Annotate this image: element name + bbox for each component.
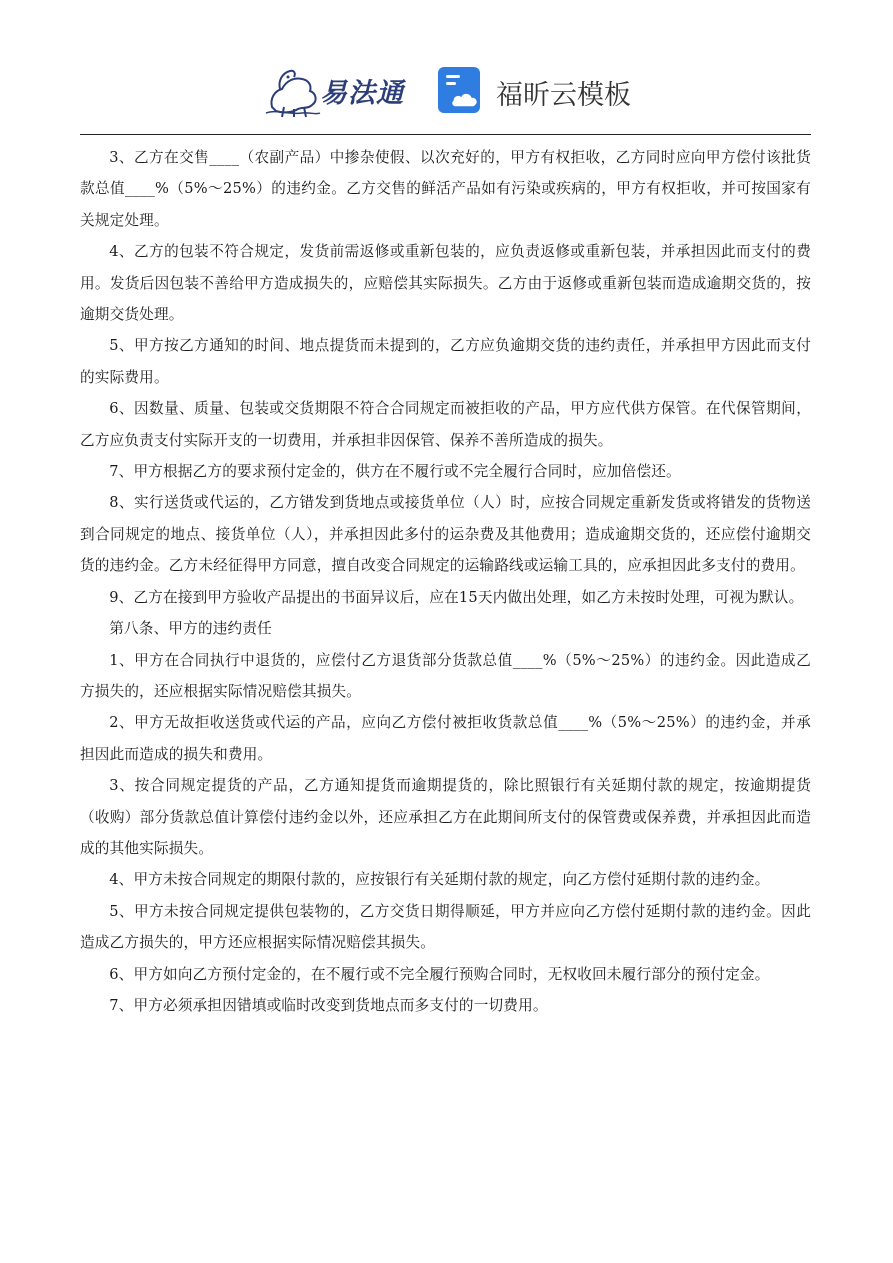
paragraph-buyer-clause-6: 6、甲方如向乙方预付定金的，在不履行或不完全履行预购合同时，无权收回未履行部分的预付定金。 xyxy=(109,965,770,983)
paragraph-buyer-clause-7: 7、甲方必须承担因错填或临时改变到货地点而多支付的一切费用。 xyxy=(109,996,548,1014)
header-divider xyxy=(80,134,811,135)
logo-left-text: 易法通 xyxy=(320,78,404,109)
paragraph-clause-7: 7、甲方根据乙方的要求预付定金的，供方在不履行或不完全履行合同时，应加倍偿还。 xyxy=(109,463,681,481)
cloud-document-icon xyxy=(436,65,486,115)
paragraph-clause-8: 8、实行送货或代运的，乙方错发到货地点或接货单位（人）时，应按合同规定重新发货或将错发的货物送到合同规定的地点、接货单位（人），并承担因此多付的运杂费及其他费用；造成逾期交货的，还应偿付逾期交货的违约金。乙方未经征得甲方同意，擅自改变合同规定的运输路线或运输工具的，应承担因此多支付的费用。 xyxy=(80,494,811,575)
fuxin-template-logo xyxy=(436,63,646,119)
page-header xyxy=(0,55,893,125)
yifatong-logo xyxy=(262,63,422,119)
paragraph-buyer-clause-1: 1、甲方在合同执行中退货的，应偿付乙方退货部分货款总值____%（5%～25%）的违约金。因此造成乙方损失的，还应根据实际情况赔偿其损失。 xyxy=(80,651,811,700)
paragraph-clause-5: 5、甲方按乙方通知的时间、地点提货而未提到的，乙方应负逾期交货的违约责任，并承担甲方因此而支付的实际费用。 xyxy=(80,337,811,386)
paragraph-clause-3: 3、乙方在交售____（农副产品）中掺杂使假、以次充好的，甲方有权拒收，乙方同时应向甲方偿付该批货款总值____%（5%～25%）的违约金。乙方交售的鲜活产品如有污染或疾病的，甲方有权拒收，并可按国家有关规定处理。 xyxy=(80,149,811,229)
paragraph-clause-9: 9、乙方在接到甲方验收产品提出的书面异议后，应在15天内做出处理，如乙方未按时处理，可视为默认。 xyxy=(109,588,804,606)
document-body xyxy=(80,142,811,1021)
paragraph-clause-6: 6、因数量、质量、包装或交货期限不符合合同规定而被拒收的产品，甲方应代供方保管。在代保管期间，乙方应负责支付实际开支的一切费用，并承担非因保管、保养不善所造成的损失。 xyxy=(80,400,811,449)
section-heading-article-8: 第八条、甲方的违约责任 xyxy=(109,620,272,638)
paragraph-clause-4: 4、乙方的包装不符合规定，发货前需返修或重新包装的，应负责返修或重新包装，并承担因此而支付的费用。发货后因包装不善给甲方造成损失的，应赔偿其实际损失。乙方由于返修或重新包装而造成逾期交货的，按逾期交货处理。 xyxy=(80,243,811,324)
paragraph-buyer-clause-5: 5、甲方未按合同规定提供包装物的，乙方交货日期得顺延，甲方并应向乙方偿付延期付款的违约金。因此造成乙方损失的，甲方还应根据实际情况赔偿其损失。 xyxy=(80,902,811,952)
paragraph-buyer-clause-3: 3、按合同规定提货的产品，乙方通知提货而逾期提货的，除比照银行有关延期付款的规定，按逾期提货（收购）部分货款总值计算偿付违约金以外，还应承担乙方在此期间所支付的保管费或保养费，并承担因此而造成的其他实际损失。 xyxy=(80,777,811,857)
logo-right-text: 福昕云模板 xyxy=(496,80,631,111)
paragraph-buyer-clause-2: 2、甲方无故拒收送货或代运的产品，应向乙方偿付被拒收货款总值____%（5%～25%）的违约金，并承担因此而造成的损失和费用。 xyxy=(80,714,811,763)
qilin-emblem-icon xyxy=(262,63,322,119)
paragraph-buyer-clause-4: 4、甲方未按合同规定的期限付款的，应按银行有关延期付款的规定，向乙方偿付延期付款的违约金。 xyxy=(109,871,770,889)
